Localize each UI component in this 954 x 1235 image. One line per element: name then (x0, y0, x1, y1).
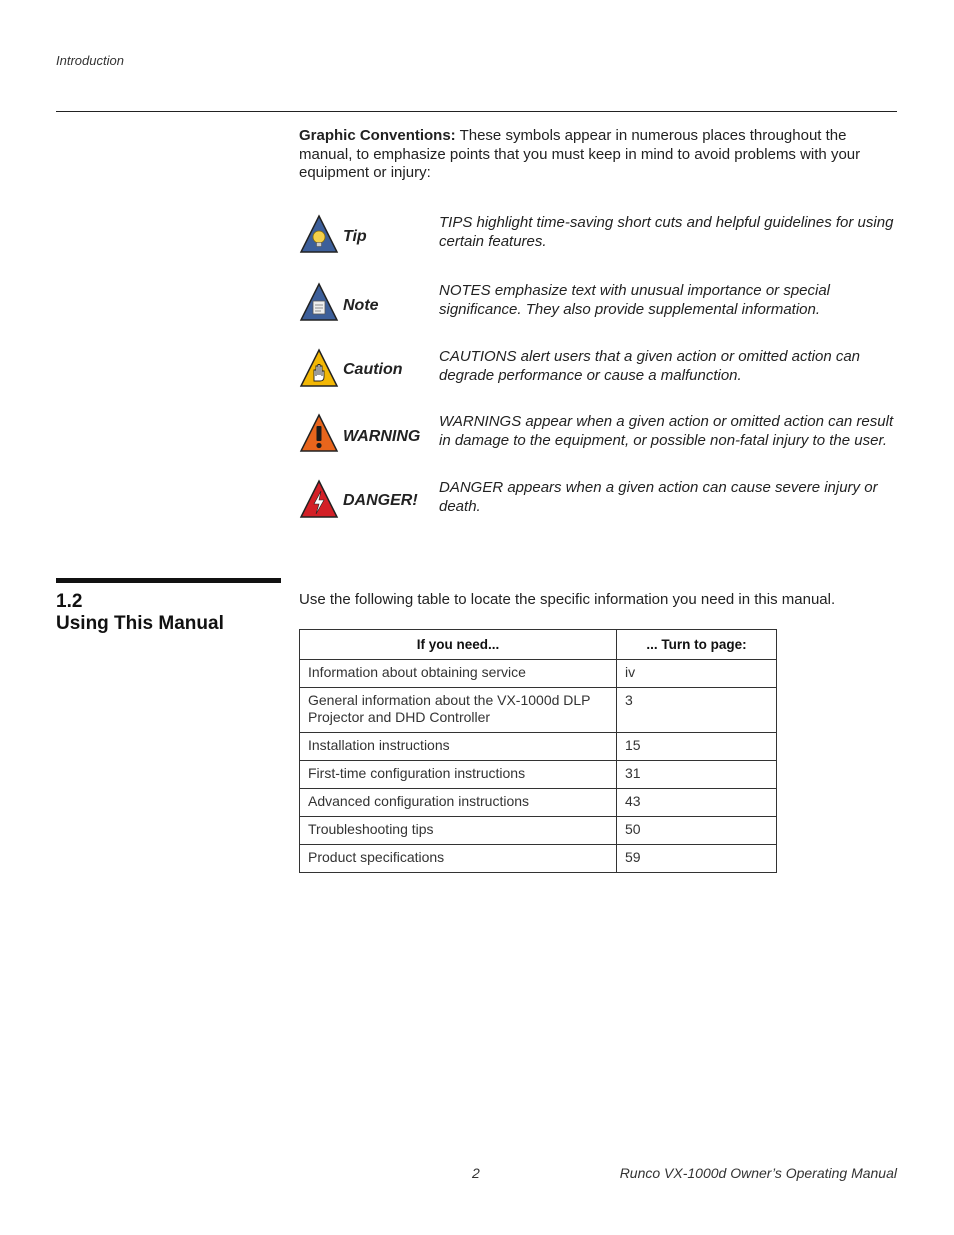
table-cell-need: Advanced configuration instructions (300, 789, 617, 817)
table-cell-need: Information about obtaining service (300, 660, 617, 688)
convention-label: DANGER! (343, 492, 418, 509)
convention-description: DANGER appears when a given action can cause severe injury or death. (439, 479, 878, 515)
graphic-conventions-text: These symbols appear in numerous places throughout the manual, to emphasize points that you must keep in mind to avoid problems with your equipment or injury: (299, 127, 861, 181)
convention-label: Caution (343, 361, 403, 378)
table-cell-page: iv (617, 660, 777, 688)
convention-description: CAUTIONS alert users that a given action or omitted action can degrade performance or cause a malfunction. (439, 348, 861, 384)
table-row (300, 789, 777, 817)
table-cell-need: General information about the VX-1000d DLP Projector and DHD Controller (300, 688, 617, 733)
table-row (300, 660, 777, 688)
footer-manual-title: Runco VX-1000d Owner’s Operating Manual (619, 1165, 897, 1181)
convention-label: WARNING (343, 428, 421, 445)
exclamation-icon (299, 413, 339, 453)
column-header-page: ... Turn to page: (617, 630, 777, 660)
column-header-need: If you need... (300, 630, 617, 660)
convention-description: TIPS highlight time-saving short cuts and helpful guidelines for using certain features. (439, 214, 894, 250)
convention-note (299, 282, 899, 330)
table-row (300, 688, 777, 733)
table-cell-page: 15 (617, 733, 777, 761)
page-number: 2 (472, 1165, 480, 1181)
section-rule (56, 578, 281, 583)
convention-label: Tip (343, 228, 367, 245)
convention-danger (299, 479, 899, 527)
table-cell-need: Product specifications (300, 845, 617, 873)
table-cell-page: 59 (617, 845, 777, 873)
lightning-icon (299, 479, 339, 519)
table-row (300, 733, 777, 761)
manual-map-table (299, 629, 777, 873)
convention-caution (299, 348, 899, 396)
convention-description: NOTES emphasize text with unusual importance or special significance. They also provide supplemental information. (439, 282, 831, 318)
convention-tip (299, 214, 899, 262)
convention-label: Note (343, 297, 379, 314)
table-cell-need: First-time configuration instructions (300, 761, 617, 789)
section-title: Using This Manual (56, 613, 224, 634)
table-row (300, 761, 777, 789)
convention-warning (299, 413, 899, 461)
table-row (300, 817, 777, 845)
table-cell-need: Troubleshooting tips (300, 817, 617, 845)
section-number: 1.2 (56, 591, 83, 612)
table-cell-page: 31 (617, 761, 777, 789)
hand-icon (299, 348, 339, 388)
table-header-row (300, 630, 777, 660)
table-intro: Use the following table to locate the specific information you need in this manual. (299, 591, 836, 608)
table-cell-page: 3 (617, 688, 777, 733)
graphic-conventions-lead: Graphic Conventions: (299, 127, 456, 144)
convention-description: WARNINGS appear when a given action or omitted action can result in damage to the equipment, or possible non-fatal injury to the user. (439, 413, 894, 449)
table-cell-page: 50 (617, 817, 777, 845)
graphic-conventions-intro (299, 127, 889, 183)
table-row (300, 845, 777, 873)
header-rule (56, 111, 897, 112)
table-cell-page: 43 (617, 789, 777, 817)
lightbulb-icon (299, 214, 339, 254)
table-cell-need: Installation instructions (300, 733, 617, 761)
note-icon (299, 282, 339, 322)
running-header: Introduction (56, 53, 124, 68)
